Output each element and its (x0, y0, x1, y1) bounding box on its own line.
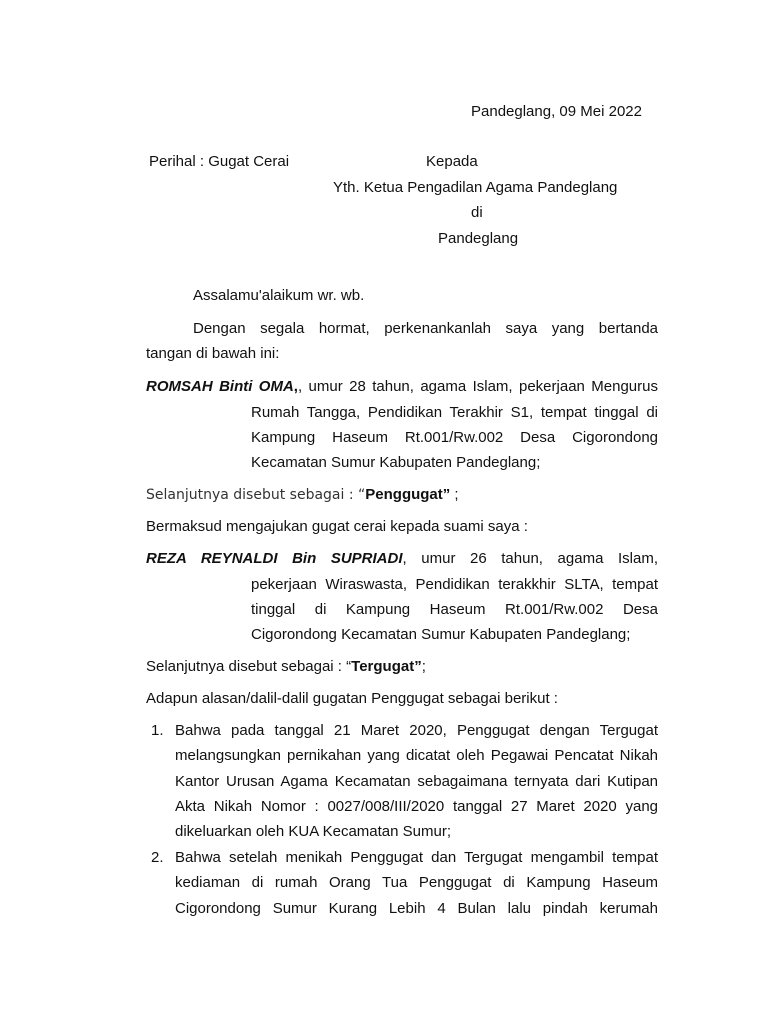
defendant-reference: Selanjutnya disebut sebagai : “Tergugat”; (146, 658, 426, 675)
recipient-title: Yth. Ketua Pengadilan Agama Pandeglang (333, 179, 618, 196)
defendant-line-3: tinggal di Kampung Haseum Rt.001/Rw.002 Desa (251, 601, 658, 618)
defendant-details: , umur 26 tahun, agama Islam, (402, 550, 658, 567)
reason-2-line-1: Bahwa setelah menikah Penggugat dan Tergugat mengambil tempat (175, 849, 658, 866)
recipient-di: di (471, 204, 483, 221)
plaintiff-line-2: Rumah Tangga, Pendidikan Terakhir S1, tempat tinggal di (251, 404, 658, 421)
greeting: Assalamu'alaikum wr. wb. (193, 287, 365, 304)
plaintiff-line-3: Kampung Haseum Rt.001/Rw.002 Desa Cigorondong (251, 429, 658, 446)
defendant-term: Tergugat” (351, 658, 422, 675)
reason-1-line-1: Bahwa pada tanggal 21 Maret 2020, Penggugat dengan Tergugat (175, 722, 658, 739)
reasons-intro: Adapun alasan/dalil-dalil gugatan Penggugat sebagai berikut : (146, 690, 558, 707)
reason-number: 1. (151, 722, 164, 739)
plaintiff-line-4: Kecamatan Sumur Kabupaten Pandeglang; (251, 454, 541, 471)
plaintiff-reference: Selanjutnya disebut sebagai : “Penggugat” ; (146, 486, 459, 503)
defendant-name: REZA REYNALDI Bin SUPRIADI (146, 550, 403, 567)
plaintiff-term: Penggugat” (365, 486, 451, 503)
reason-1-line-4: Akta Nikah Nomor : 0027/008/III/2020 tanggal 27 Maret 2020 yang (175, 798, 658, 815)
reason-1-line-2: melangsungkan pernikahan yang dicatat oleh Pegawai Pencatat Nikah (175, 747, 658, 764)
defendant-line-4: Cigorondong Kecamatan Sumur Kabupaten Pandeglang; (251, 626, 631, 643)
plaintiff-line-1: ROMSAH Binti OMA,, umur 28 tahun, agama Islam, pekerjaan Mengurus (146, 378, 658, 395)
reason-1-line-3: Kantor Urusan Agama Kecamatan sebagaimana ternyata dari Kutipan (175, 773, 658, 790)
defendant-line-1 (146, 550, 658, 567)
opening-line-1: Dengan segala hormat, perkenankanlah saya yang bertanda (193, 320, 658, 337)
recipient-label: Kepada (426, 153, 478, 170)
plaintiff-name: ROMSAH Binti OMA (146, 378, 294, 395)
intent-line: Bermaksud mengajukan gugat cerai kepada suami saya : (146, 518, 528, 535)
opening-line-2: tangan di bawah ini: (146, 345, 280, 362)
recipient-city: Pandeglang (438, 230, 519, 247)
plaintiff-details: , umur 28 tahun, agama Islam, pekerjaan Mengurus (297, 378, 658, 395)
subject-line: Perihal : Gugat Cerai (149, 153, 290, 170)
place-date: Pandeglang, 09 Mei 2022 (471, 103, 642, 120)
defendant-line-2: pekerjaan Wiraswasta, Pendidikan terakkhir SLTA, tempat (251, 576, 658, 593)
reason-number: 2. (151, 849, 164, 866)
reason-2-line-2: kediaman di rumah Orang Tua Penggugat di Kampung Haseum (175, 874, 658, 891)
reason-2-line-3: Cigorondong Sumur Kurang Lebih 4 Bulan lalu pindah kerumah (175, 900, 658, 917)
reason-1-line-5: dikeluarkan oleh KUA Kecamatan Sumur; (175, 823, 451, 840)
